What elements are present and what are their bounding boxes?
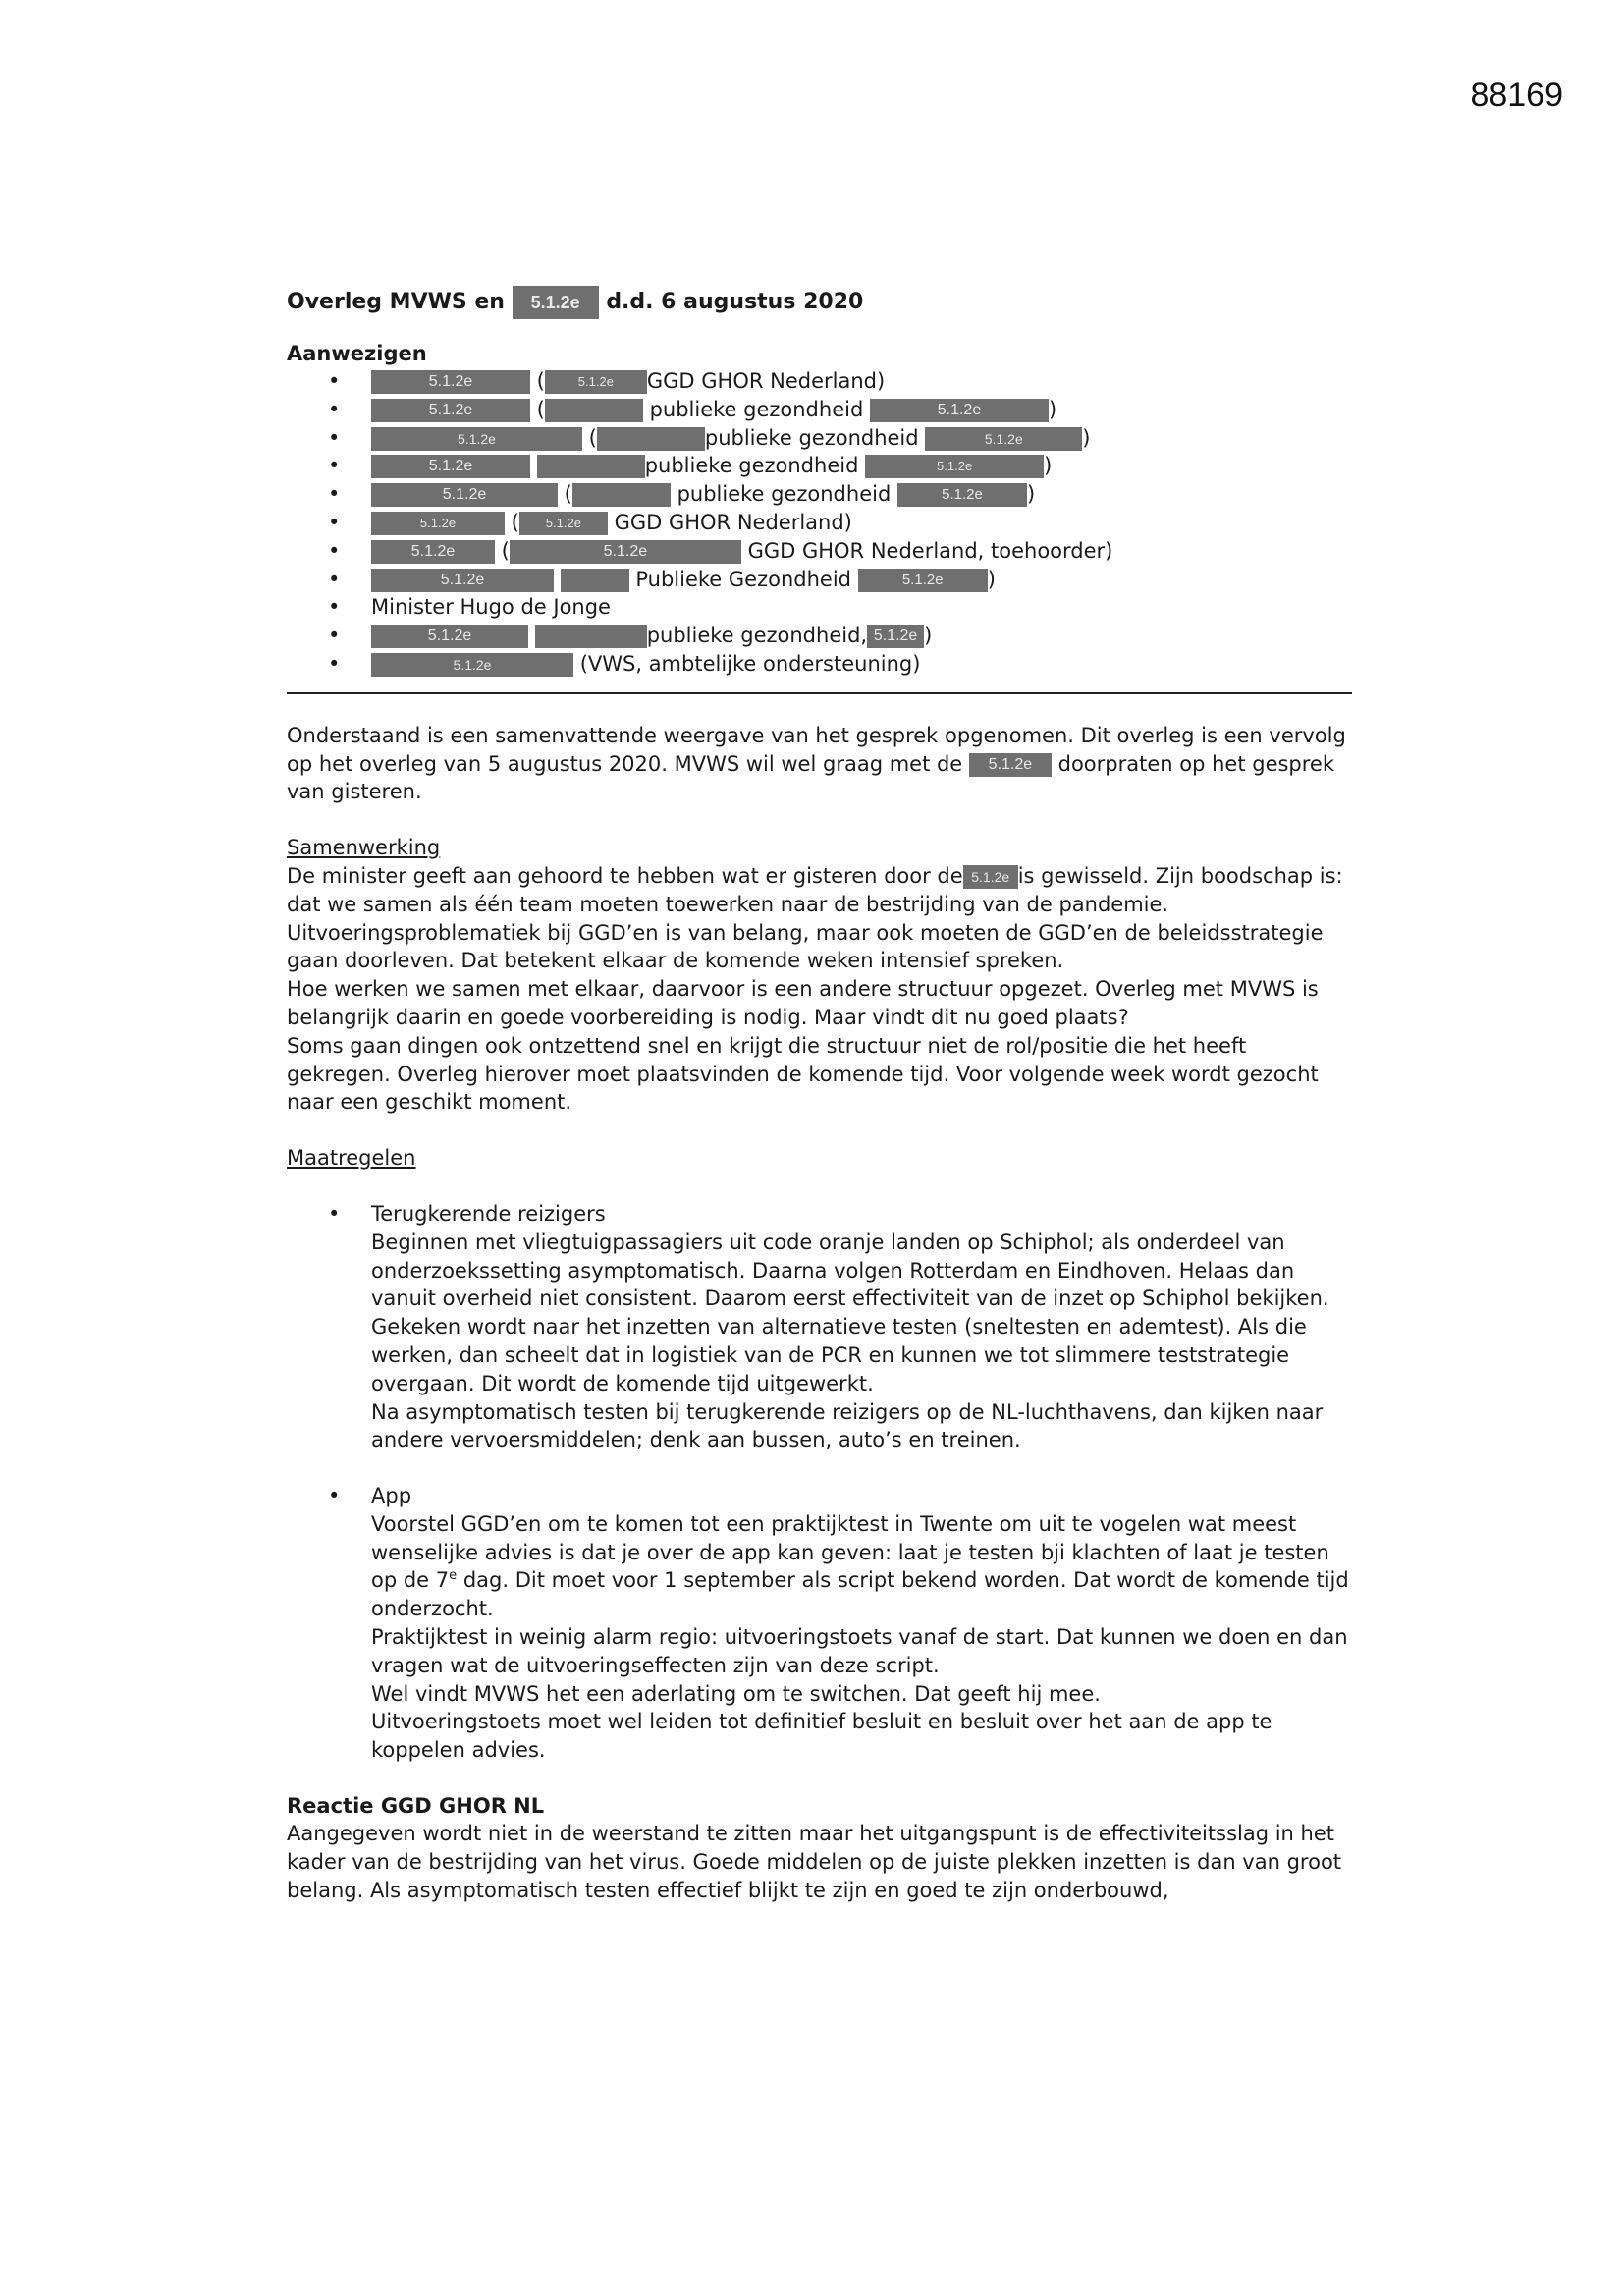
redaction-block: 5.1.2e (371, 540, 495, 564)
redaction-block: 5.1.2e (545, 370, 647, 394)
maatregel-text-part: Voorstel GGD’en om te komen tot een praktijktest in Twente om uit te vogelen wat meest wenselijke advies is dat je over de app kan geven: laat je testen bji klachten of laat je testen op de 7 (371, 1511, 1329, 1593)
redaction-block: 5.1.2e (371, 625, 528, 648)
redaction-block: 5.1.2e (371, 399, 530, 422)
redaction-block: 5.1.2e (963, 865, 1018, 889)
attendee-item: • 5.1.2e ( 5.1.2e GGD GHOR Nederland, toehoorder) (328, 537, 1352, 566)
samenwerking-heading: Samenwerking (287, 836, 441, 860)
title-suffix: d.d. 6 augustus 2020 (606, 290, 864, 314)
maatregel-text: Beginnen met vliegtuigpassagiers uit code oranje landen op Schiphol; als onderdeel van onderzoekssetting asymptomatisch. Daarna volgen Rotterdam en Eindhoven. Helaas dan vanuit overheid niet consistent. Daarom eerst effectiviteit van de inzet op Schiphol bekijken. Gekeken wordt naar het inzetten van alternatieve testen (sneltesten en ademtest). Als die werken, dan scheelt dat in logistiek van de PCR en kunnen we tot slimmere teststrategie overgaan. Dit wordt de komende tijd uitgewerkt. (371, 1230, 1329, 1395)
attendee-role: publieke gezondheid (649, 397, 864, 421)
attendee-item: • 5.1.2e publieke gezondheid 5.1.2e ) (328, 452, 1352, 480)
attendee-role: GGD GHOR Nederland) (646, 369, 886, 393)
attendee-item: • 5.1.2e ( publieke gezondheid 5.1.2e ) (328, 424, 1352, 453)
redaction-block: 5.1.2e (969, 753, 1052, 777)
attendee-item: • 5.1.2e ( 5.1.2e GGD GHOR Nederland) (328, 509, 1352, 537)
maatregelen-heading: Maatregelen (287, 1146, 416, 1171)
redaction-block (537, 455, 645, 478)
samenwerking-text: De minister geeft aan gehoord te hebben wat er gisteren door de (287, 863, 963, 888)
attendee-item: • 5.1.2e ( 5.1.2e GGD GHOR Nederland) (328, 367, 1352, 396)
attendee-role: publieke gezondheid, (646, 624, 868, 648)
samenwerking-line: Hoe werken we samen met elkaar, daarvoor is een andere structuur opgezet. Overleg met MVWS is belangrijk daarin en goede voorbereiding is nodig. Maar vindt dit nu goed plaats? (287, 977, 1319, 1029)
samenwerking-line: Uitvoeringsproblematiek bij GGD’en is van belang, maar ook moeten de GGD’en de beleidsstrategie gaan doorleven. Dat betekent elkaar de komende weken intensief spreken. (287, 920, 1324, 973)
document-body (287, 283, 1352, 1932)
maatregel-text-part: dag. Dit moet voor 1 september als script bekend worden. Dat wordt de komende tijd onderzocht. (371, 1568, 1349, 1621)
attendees-list (287, 367, 1352, 679)
superscript: e (449, 1568, 458, 1584)
redaction-block: 5.1.2e (867, 625, 924, 648)
intro-paragraph (287, 722, 1352, 806)
attendee-role: Publieke Gezondheid (635, 567, 852, 591)
redaction-block: 5.1.2e (925, 427, 1082, 451)
intro-text: Onderstaand is een samenvattende weergave van het gesprek opgenomen. Dit overleg is een vervolg op het overleg van 5 augustus 2020. MVWS wil wel graag met de (287, 723, 1346, 776)
maatregel-text: Na asymptomatisch testen bij terugkerende reizigers op de NL-luchthavens, dan kijken naar andere vervoersmiddelen; denk aan bussen, auto’s en treinen. (371, 1399, 1324, 1452)
title-prefix: Overleg MVWS en (287, 290, 505, 314)
samenwerking-section (287, 834, 1352, 1117)
attendee-role: GGD GHOR Nederland) (614, 510, 852, 534)
attendee-role: publieke gezondheid (704, 425, 919, 450)
redaction-block: 5.1.2e (371, 427, 582, 451)
attendee-role: (VWS, ambtelijke ondersteuning) (579, 651, 921, 676)
redaction-block: 5.1.2e (510, 540, 741, 564)
redaction-block: 5.1.2e (371, 483, 558, 507)
maatregel-title: • App (371, 1484, 412, 1508)
maatregel-text (371, 1510, 1352, 1623)
samenwerking-line: Soms gaan dingen ook ontzettend snel en krijgt die structuur niet de rol/positie die het heeft gekregen. Overleg hierover moet plaatsvinden de komende tijd. Voor volgende week wordt gezocht naar een geschikt moment. (287, 1033, 1319, 1115)
attendee-item: • 5.1.2e publieke gezondheid, 5.1.2e ) (328, 622, 1352, 650)
document-number: 88169 (1470, 77, 1563, 114)
document-title (287, 283, 1352, 322)
attendee-item (328, 593, 1352, 622)
maatregelen-list (287, 1200, 1352, 1765)
attendee-role: publieke gezondheid (644, 454, 859, 478)
redaction-block (572, 483, 671, 507)
maatregel-text: Wel vindt MVWS het een aderlating om te switchen. Dat geeft hij mee. (371, 1681, 1101, 1706)
attendee-item: • 5.1.2e ( publieke gezondheid 5.1.2e ) (328, 396, 1352, 424)
attendee-role: publieke gezondheid (677, 482, 892, 507)
maatregel-text: Uitvoeringstoets moet wel leiden tot definitief besluit en besluit over het aan de app te koppelen advies. (371, 1710, 1272, 1763)
section-divider (287, 692, 1352, 694)
redaction-block (561, 569, 629, 592)
redaction-block: 5.1.2e (870, 399, 1049, 422)
attendee-item: • 5.1.2e ( publieke gezondheid 5.1.2e ) (328, 480, 1352, 509)
maatregel-item (328, 1482, 1352, 1765)
redaction-block: 5.1.2e (897, 483, 1027, 507)
redaction-block: 5.1.2e (371, 370, 530, 394)
redaction-block (535, 625, 647, 648)
redaction-block: 5.1.2e (371, 512, 505, 535)
reactie-heading: Reactie GGD GHOR NL (287, 1794, 545, 1819)
redaction-block: 5.1.2e (865, 455, 1044, 478)
attendees-heading: Aanwezigen (287, 342, 427, 365)
maatregel-title: • Terugkerende reizigers (371, 1201, 606, 1226)
redaction-block (597, 427, 705, 451)
redaction-block: 5.1.2e (371, 569, 554, 592)
samenwerking-first-line (287, 862, 1352, 919)
reactie-paragraph: Aangegeven wordt niet in de weerstand te zitten maar het uitgangspunt is de effectiviteitsslag in het kader van de bestrijding van het virus. Goede middelen op de juiste plekken inzetten is dan van groot belang. Als asymptomatisch testen effectief blijkt te zijn en goed te zijn onderbouwd, (287, 1822, 1342, 1902)
maatregel-text: Praktijktest in weinig alarm regio: uitvoeringstoets vanaf de start. Dat kunnen we doen en dan vragen wat de uitvoeringseffecten zijn van deze script. (371, 1625, 1348, 1677)
maatregel-item (328, 1200, 1352, 1454)
attendee-item (328, 650, 1352, 679)
redaction-block: 5.1.2e (513, 286, 599, 319)
redaction-block: 5.1.2e (371, 455, 530, 478)
intro-text-cont: doorpraten op het gesprek van gisteren. (287, 751, 1335, 804)
redaction-block: 5.1.2e (858, 569, 988, 592)
attendee-name: Minister Hugo de Jonge (371, 595, 611, 620)
samenwerking-text-cont: is gewisseld. Zijn boodschap is: dat we samen als één team moeten toewerken naar de bestrijding van de pandemie. (287, 863, 1343, 916)
redaction-block: 5.1.2e (371, 653, 573, 677)
redaction-block: 5.1.2e (519, 512, 608, 535)
attendee-role: GGD GHOR Nederland, toehoorder) (747, 538, 1113, 563)
attendee-item: • 5.1.2e Publieke Gezondheid 5.1.2e ) (328, 566, 1352, 594)
redaction-block (545, 399, 643, 422)
